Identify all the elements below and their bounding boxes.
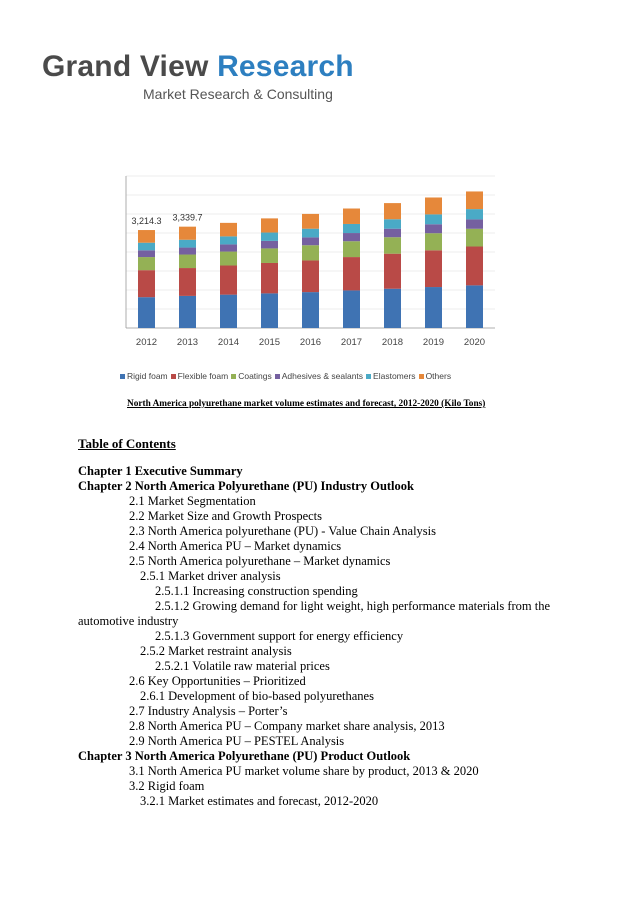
legend-swatch	[275, 374, 280, 379]
bar-segment	[261, 293, 278, 328]
stacked-bar-chart	[110, 170, 510, 356]
table-of-contents	[78, 464, 583, 809]
bar-segment	[425, 197, 442, 214]
bar-segment	[138, 230, 155, 243]
bar-segment	[466, 219, 483, 228]
toc-entry: 2.8 North America PU – Company market share analysis, 2013	[129, 719, 445, 733]
toc-entry: 2.5.1.3 Government support for energy efficiency	[155, 629, 404, 643]
bar-segment	[343, 209, 360, 224]
bar-segment	[302, 292, 319, 328]
legend-label: Coatings	[238, 371, 272, 381]
legend-item	[366, 371, 416, 381]
legend-swatch	[120, 374, 125, 379]
legend-item	[419, 371, 452, 381]
toc-entry: 2.4 North America PU – Market dynamics	[129, 539, 342, 553]
bar-segment	[220, 266, 237, 295]
bar-segment	[302, 245, 319, 260]
bar-segment	[343, 290, 360, 328]
bar-segment	[343, 224, 360, 233]
bar-segment	[179, 296, 196, 328]
logo-word-research: Research	[217, 50, 354, 83]
bar-segment	[138, 243, 155, 251]
bar-segment	[425, 224, 442, 233]
toc-entry: 3.2 Rigid foam	[129, 779, 205, 793]
chart-caption: North America polyurethane market volume estimates and forecast, 2012-2020 (Kilo Tons)	[127, 399, 486, 409]
toc-entry: 3.2.1 Market estimates and forecast, 2012-2020	[140, 794, 379, 808]
x-tick-label: 2012	[135, 337, 158, 348]
legend-label: Flexible foam	[177, 371, 229, 381]
legend-item	[231, 371, 272, 381]
bar-segment	[179, 240, 196, 248]
bar-segment	[220, 244, 237, 251]
data-label: 3,214.3	[131, 216, 162, 227]
bar-segment	[220, 223, 237, 237]
bar-segment	[138, 270, 155, 297]
legend-label: Elastomers	[373, 371, 416, 381]
x-tick-label: 2016	[299, 337, 322, 348]
legend-swatch	[419, 374, 424, 379]
toc-entry: 3.1 North America PU market volume share by product, 2013 & 2020	[129, 764, 479, 778]
toc-entry: 2.5.2 Market restraint analysis	[140, 644, 292, 658]
toc-chapter: Chapter 1 Executive Summary	[78, 464, 243, 478]
x-tick-label: 2015	[258, 337, 281, 348]
toc-entry: 2.6.1 Development of bio-based polyurethanes	[140, 689, 374, 703]
bar-segment	[220, 252, 237, 266]
toc-entry: 2.2 Market Size and Growth Prospects	[129, 509, 323, 523]
toc-entry: 2.6 Key Opportunities – Prioritized	[129, 674, 306, 688]
legend-swatch	[231, 374, 236, 379]
bar-segment	[302, 237, 319, 245]
bar-segment	[466, 209, 483, 219]
legend-item	[120, 371, 168, 381]
toc-entry: 2.3 North America polyurethane (PU) - Value Chain Analysis	[129, 524, 437, 538]
bar-segment	[138, 257, 155, 270]
x-tick-label: 2020	[463, 337, 486, 348]
bar-segment	[384, 254, 401, 289]
toc-entry: 2.5.1.2 Growing demand for light weight, high performance materials from the automotive industry	[78, 599, 551, 628]
chart-legend	[120, 371, 451, 381]
toc-entry: 2.9 North America PU – PESTEL Analysis	[129, 734, 345, 748]
bar-segment	[179, 227, 196, 240]
toc-entry: 2.5.1.1 Increasing construction spending	[155, 584, 358, 598]
bar-segment	[261, 263, 278, 293]
bar-segment	[138, 297, 155, 328]
bar-segment	[343, 241, 360, 257]
bar-segment	[302, 229, 319, 238]
bar-segment	[138, 250, 155, 257]
bar-segment	[384, 289, 401, 328]
bar-segment	[220, 236, 237, 244]
bar-segment	[261, 241, 278, 249]
bar-segment	[466, 229, 483, 247]
legend-item	[275, 371, 363, 381]
bar-segment	[343, 257, 360, 290]
bar-segment	[466, 285, 483, 328]
bar-segment	[466, 191, 483, 209]
legend-label: Others	[425, 371, 452, 381]
bar-segment	[179, 268, 196, 296]
bar-segment	[261, 218, 278, 232]
toc-chapter: Chapter 3 North America Polyurethane (PU) Product Outlook	[78, 749, 411, 763]
legend-swatch	[366, 374, 371, 379]
data-label: 3,339.7	[172, 212, 203, 223]
bar-segment	[179, 248, 196, 255]
bar-segment	[302, 260, 319, 292]
x-tick-label: 2014	[217, 337, 240, 348]
bar-segment	[220, 295, 237, 328]
x-tick-label: 2017	[340, 337, 363, 348]
bar-segment	[179, 255, 196, 269]
toc-chapter: Chapter 2 North America Polyurethane (PU) Industry Outlook	[78, 479, 414, 493]
legend-swatch	[171, 374, 176, 379]
toc-entry: 2.5.1 Market driver analysis	[140, 569, 281, 583]
toc-heading: Table of Contents	[78, 436, 176, 451]
x-tick-label: 2018	[381, 337, 404, 348]
bar-segment	[261, 233, 278, 241]
toc-entry: 2.7 Industry Analysis – Porter’s	[129, 704, 288, 718]
bar-segment	[343, 233, 360, 241]
x-tick-label: 2013	[176, 337, 199, 348]
legend-label: Adhesives & sealants	[281, 371, 364, 381]
bar-segment	[425, 233, 442, 250]
bar-segment	[384, 237, 401, 253]
bar-segment	[425, 214, 442, 224]
bar-segment	[384, 219, 401, 228]
bar-segment	[425, 287, 442, 328]
logo-word-grand-view: Grand View	[42, 50, 209, 83]
bar-segment	[384, 229, 401, 238]
logo-tagline: Market Research & Consulting	[143, 86, 333, 102]
toc-entry: 2.5.2.1 Volatile raw material prices	[155, 659, 330, 673]
toc-entry: 2.1 Market Segmentation	[129, 494, 256, 508]
bar-segment	[466, 247, 483, 286]
logo-title	[42, 50, 354, 84]
legend-item	[171, 371, 229, 381]
bar-segment	[425, 250, 442, 287]
toc-entry: 2.5 North America polyurethane – Market dynamics	[129, 554, 391, 568]
bar-segment	[384, 203, 401, 219]
x-tick-label: 2019	[422, 337, 445, 348]
legend-label: Rigid foam	[127, 371, 168, 381]
bar-segment	[261, 248, 278, 263]
bar-segment	[302, 214, 319, 229]
